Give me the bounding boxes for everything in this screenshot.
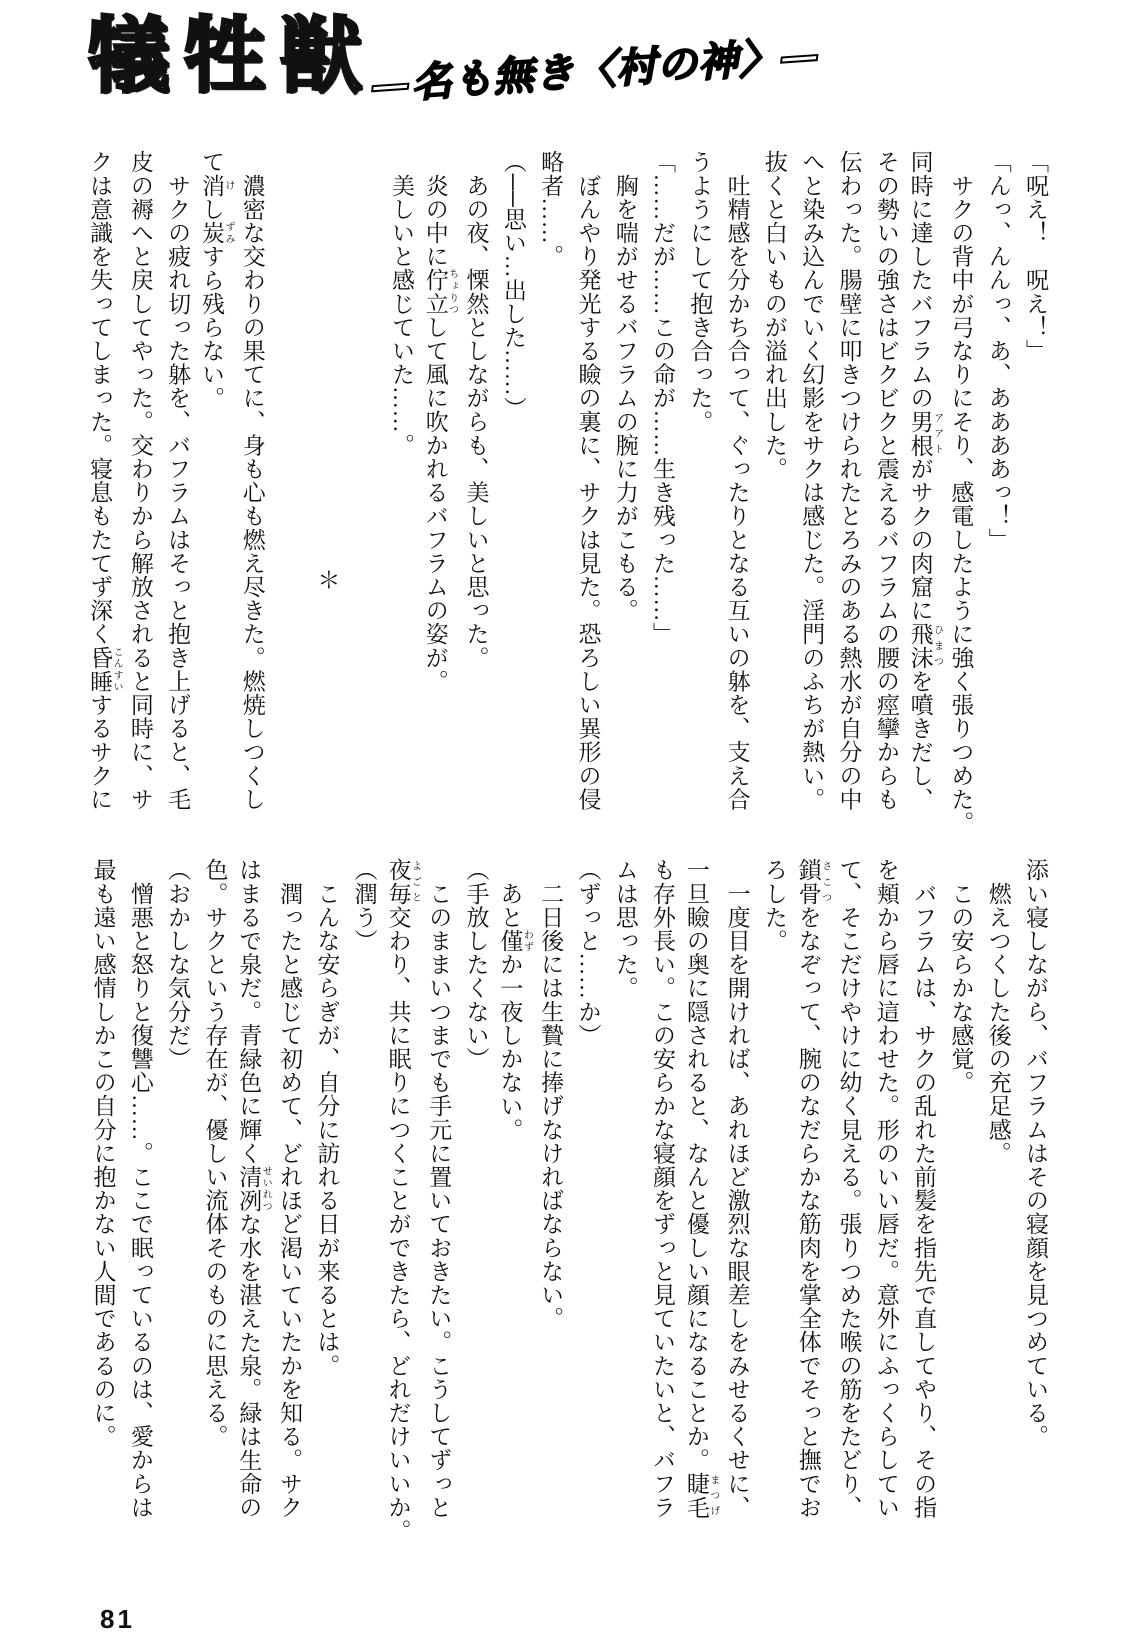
ruby-annotated-word <box>198 173 234 198</box>
text-line <box>793 858 831 1519</box>
text-line <box>345 858 382 1478</box>
text-line <box>606 858 643 1478</box>
ruby-base: 飛沫 <box>907 622 933 670</box>
text-line <box>308 858 345 1478</box>
text-line <box>495 150 532 810</box>
text-segment: この安らかな感覚。 <box>948 858 974 1094</box>
text-segment: はまるで泉だ。青緑色に輝く <box>236 858 262 1165</box>
text-segment: 吐精感を分かち合って、ぐったりとなる互いの躰を、支え合 <box>724 150 750 811</box>
blank-line <box>271 150 308 810</box>
text-segment: 燃えつくした後の充足感。 <box>985 858 1011 1165</box>
text-line <box>420 150 457 810</box>
text-segment: バフラムは、サクの乱れた前髪を指先で直してやり、その指 <box>911 858 937 1519</box>
ruby-annotated-word <box>385 858 421 906</box>
ruby-reading: ずみ <box>222 220 234 245</box>
text-segment: このままいつまでも手元に置いておきたい。こうしてずっと <box>426 858 452 1519</box>
ruby-reading: せいれつ <box>260 1164 272 1212</box>
text-block-upper <box>84 150 1054 835</box>
ruby-base: 清冽 <box>236 1164 262 1213</box>
text-line <box>495 858 532 1478</box>
text-segment: 色。サクという存在が、優しい流体そのものに思える。 <box>202 858 228 1448</box>
text-line <box>942 150 979 835</box>
ruby-annotated-word <box>236 1164 272 1213</box>
text-segment: 「んっ、んんっ、あ、ああああっ！」 <box>985 150 1011 552</box>
text-segment: うようにして抱き合った。 <box>687 150 713 434</box>
blank-line <box>345 150 382 810</box>
text-line <box>308 150 345 810</box>
ruby-annotated-word <box>795 858 831 906</box>
text-line <box>644 150 681 810</box>
ruby-annotated-word <box>907 409 943 457</box>
text-line <box>756 150 793 810</box>
text-block-lower <box>84 858 1054 1543</box>
text-line <box>196 150 233 810</box>
text-line <box>271 858 308 1519</box>
text-segment: サクの背中が弓なりにそり、感電したように強く張りつめた。 <box>948 150 974 835</box>
ruby-reading: わず <box>521 928 533 953</box>
text-line <box>868 858 905 1519</box>
text-segment: （──思い…出した……） <box>500 150 526 420</box>
ruby-base: 僅 <box>497 928 523 953</box>
text-segment: 胸を喘がせるバフラムの腕に力がこもる。 <box>612 150 638 622</box>
text-segment: がサクの肉窟に <box>907 456 933 623</box>
ruby-base: 佇立 <box>422 268 448 316</box>
text-line <box>383 858 421 1543</box>
ruby-reading: まつげ <box>707 1471 719 1519</box>
text-segment: （潤う） <box>351 858 377 953</box>
text-line <box>569 150 606 810</box>
ruby-annotated-word <box>907 622 943 670</box>
text-segment: 同時に達したバフラムの <box>907 150 933 410</box>
ruby-annotated-word <box>497 928 533 953</box>
text-line <box>979 150 1016 810</box>
ruby-base: 睫毛 <box>683 1471 709 1519</box>
text-segment: して風に吹かれるバフラムの姿が。 <box>422 315 448 693</box>
text-segment: ろした。 <box>761 858 787 953</box>
text-segment: 伝わった。腸壁に叩きつけられたとろみのある熱水が自分の中 <box>836 150 862 811</box>
page-number: 81 <box>100 1604 135 1634</box>
text-segment: 潤ったと感じて初めて、どれほど渇いていたかを知る。サク <box>277 858 303 1519</box>
text-segment: すら残らない。 <box>198 244 224 410</box>
text-segment: クは意識を失ってしまった。寝息もたてず深く <box>87 150 113 646</box>
text-segment: あの夜、慄然としながらも、美しいと思った。 <box>463 150 489 670</box>
text-segment: 炎の中に <box>422 150 448 268</box>
text-segment: も存外長い。この安らかな寝顔をずっと見ていたいと、バフラ <box>650 858 676 1519</box>
text-line <box>159 150 196 810</box>
text-line <box>532 150 569 810</box>
text-segment: て、そこだけやけに幼く見える。張りつめた喉の筋をたどり、 <box>836 858 862 1519</box>
text-line <box>1017 858 1054 1478</box>
text-line <box>644 858 681 1519</box>
ruby-annotated-word <box>422 268 458 316</box>
text-segment: 一度目を開ければ、あれほど激烈な眼差しをみせるくせに、 <box>724 858 750 1519</box>
text-line <box>122 858 159 1519</box>
ruby-base: 昏睡 <box>87 645 113 693</box>
ruby-reading: ちょりつ <box>446 268 458 316</box>
text-line <box>905 150 942 810</box>
text-line <box>681 150 718 810</box>
text-segment: （おかしな気分だ） <box>165 858 191 1071</box>
text-line <box>122 150 159 810</box>
text-line <box>84 858 121 1478</box>
text-line <box>793 150 830 810</box>
text-segment: 交わり、共に眠りにつくことができたら、どれだけいいか。 <box>385 905 411 1543</box>
ruby-base: 炭 <box>198 220 224 245</box>
text-line <box>756 858 793 1478</box>
text-segment: 濃密な交わりの果てに、身も心も燃え尽きた。燃焼しつくし <box>239 150 265 811</box>
text-line <box>1017 150 1054 810</box>
text-segment: をなぞって、腕のなだらかな筋肉を掌全体でそっと撫でお <box>795 905 821 1519</box>
text-segment: 一旦瞼の奥に隠されると、なんと優しい顔になることか。 <box>683 858 709 1472</box>
text-line <box>457 858 494 1478</box>
text-segment: （手放したくない） <box>463 858 489 1071</box>
text-line <box>718 858 755 1519</box>
text-segment: 皮の褥へと戻してやった。交わりから解放されると同時に、サ <box>127 150 153 811</box>
text-segment: か一夜しかない。 <box>497 952 523 1142</box>
ruby-annotated-word <box>683 1471 719 1519</box>
text-segment: 二日後には生贄に捧げなければならない。 <box>538 858 564 1330</box>
ruby-base: 夜毎 <box>385 858 411 906</box>
text-line <box>233 858 272 1519</box>
ruby-annotated-word <box>198 220 234 245</box>
text-line <box>383 150 420 810</box>
text-line <box>868 150 905 810</box>
text-segment: へと染み込んでいく幻影をサクは感じた。淫門のふちが熱い。 <box>799 150 825 811</box>
text-line <box>84 150 121 810</box>
ruby-annotated-word <box>87 645 123 693</box>
text-segment: サクの疲れ切った躰を、バフラムはそっと抱き上げると、毛 <box>165 150 191 811</box>
text-line <box>718 150 755 810</box>
ruby-reading: よごと <box>409 858 421 906</box>
text-segment: を噴きだし、 <box>907 669 933 811</box>
ruby-base: 男根 <box>907 409 933 457</box>
text-segment: あと <box>497 858 523 929</box>
text-segment: 憎悪と怒りと復讐心……。ここで眠っているのは、愛からは <box>127 858 153 1519</box>
text-line <box>905 858 942 1519</box>
text-segment: 添い寝しながら、バフラムはその寝顔を見つめている。 <box>1023 858 1048 1448</box>
text-segment: 「……だが……この命が……生き残った……」 <box>650 150 676 646</box>
ruby-reading: こんすい <box>111 645 123 693</box>
text-line <box>532 858 569 1478</box>
text-segment: （ずっと……か） <box>575 858 601 1047</box>
ruby-reading: アアト <box>931 409 943 457</box>
text-line <box>681 858 719 1519</box>
text-line <box>830 150 867 810</box>
text-segment: な水を湛えた泉。緑は生命の <box>236 1212 262 1519</box>
text-segment: するサクに <box>87 692 113 811</box>
ruby-reading: ひまつ <box>931 622 943 670</box>
story-subtitle: —名も無き〈村の神〉— <box>369 32 823 110</box>
text-line <box>196 858 233 1478</box>
text-segment: 最も遠い感情しかこの自分に抱かない人間であるのに。 <box>90 858 116 1448</box>
text-line <box>606 150 643 810</box>
text-segment: を頬から唇に這わせた。形のいい唇だ。意外にふっくらしてい <box>873 858 899 1519</box>
ruby-base: 鎖骨 <box>795 858 821 906</box>
text-line <box>457 150 494 810</box>
text-segment: こんな安らぎが、自分に訪れる日が来るとは。 <box>314 858 340 1378</box>
ruby-base: 消 <box>198 173 224 198</box>
ruby-reading: さこつ <box>819 858 831 906</box>
text-line <box>420 858 457 1519</box>
text-segment: 抜くと白いものが溢れ出した。 <box>761 150 787 481</box>
text-segment: ぼんやり発光する瞼の裏に、サクは見た。恐ろしい異形の侵 <box>575 150 601 811</box>
story-title: 犠牲獣 <box>88 9 377 104</box>
text-segment: 「呪え！ 呪え！」 <box>1023 150 1048 363</box>
text-line <box>159 858 196 1478</box>
text-line <box>233 150 270 810</box>
text-segment: し <box>198 197 224 221</box>
text-segment: その勢いの強さはビクビクと震えるバフラムの腰の痙攣からも <box>873 150 899 811</box>
story-title-header <box>88 9 823 110</box>
section-break-asterisk: ＊ <box>314 568 340 592</box>
text-line <box>569 858 606 1478</box>
text-line <box>942 858 979 1478</box>
text-line <box>979 858 1016 1478</box>
text-segment: 美しいと感じていた……。 <box>388 150 414 457</box>
text-segment: て <box>198 150 224 174</box>
text-segment: 略者……。 <box>538 150 564 268</box>
ruby-reading: け <box>222 173 234 198</box>
text-segment: ムは思った。 <box>612 858 638 1000</box>
text-line <box>830 858 867 1519</box>
